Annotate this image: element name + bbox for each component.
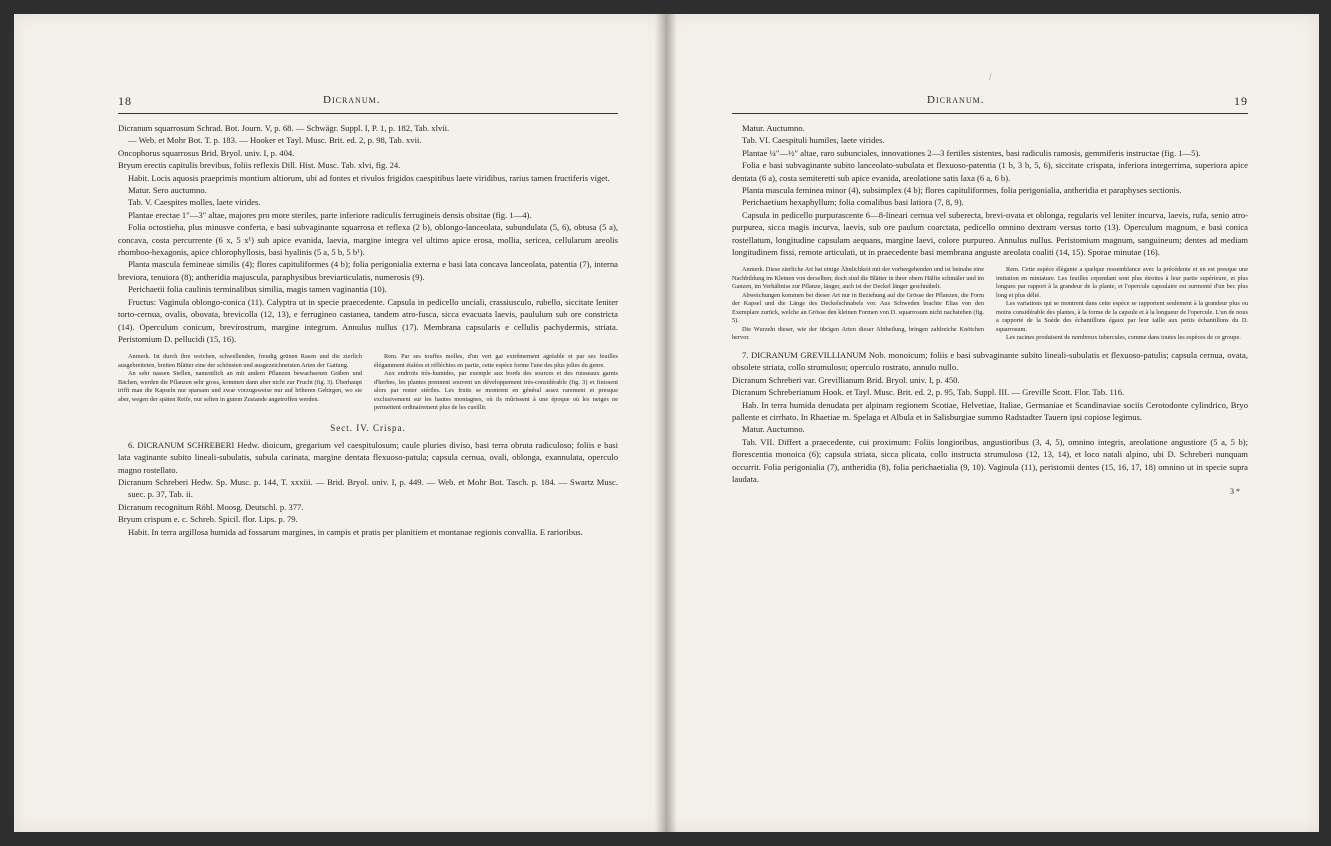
synonym-line: Oncophorus squarrosus Brid. Bryol. univ. I, p. 404. xyxy=(118,147,295,158)
body-paragraph: Folia e basi subvaginante subito lanceolato-subulata et flexuoso-patentia (1 b, 3 b, 5, 6), siccitate crispata, inferiora integerrima, superiora apice dentata (6 a), costa semiteretti sub apice evanida, areolatione satis laxa (6 a, 6 b). xyxy=(732,160,1248,183)
body-paragraph: Tab. V. Caespites molles, laete virides. xyxy=(128,197,261,208)
right-page-number: 19 xyxy=(1234,94,1248,108)
left-page-number: 18 xyxy=(118,94,132,108)
right-notes xyxy=(732,266,1248,343)
synonym-line: Dicranum Schreberi var. Grevillianum Brid. Bryol. univ. I, p. 450. xyxy=(732,374,960,385)
note-paragraph: Anmerk. Ist durch ihre weichen, schwellenden, freudig grünen Rasen und die zierlich ausgebreiteten, breiten Blätter eine der schönsten und ausgezeichnetsten Arten der Gattung. xyxy=(118,353,362,369)
right-running-head xyxy=(732,94,1248,108)
notes-german-column xyxy=(732,266,984,343)
body-paragraph: Matur. Auctumno. xyxy=(742,123,805,133)
note-paragraph: Abweichungen kommen bei dieser Art nur in Beziehung auf die Grösse der Pflanzen, die Form der Kapsel und die Länge des Deckelschnabels vor. Aus Schweden brachte Elias von den Exemplare zurück, welche an Grösse den kleinen Formen von D. squarrosum nicht nachstehen (fig. 5). xyxy=(732,291,984,325)
body-paragraph: Matur. Auctumno. xyxy=(742,424,805,435)
body-paragraph: Plantae erectae 1″—3″ altae, majores pro more steriles, parte inferiore radiculis ferrugineis densis obsitae (fig. 1—4). xyxy=(128,209,532,220)
body-paragraph: Habit. Locis aquosis praeprimis montium altiorum, ubi ad fontes et rivulos frigidos caespitibus laete viridibus, rarius tamen fructiferis viget. xyxy=(128,172,610,183)
signature-mark: 3 * xyxy=(1230,487,1240,497)
body-paragraph: Hab. In terra humida denudata per alpinam regionem Scotiae, Helvetiae, Italiae, Germaniae et Scandinaviae sociis Cerotodonte cylindrico, Bryo pallente et cirrhato. In Rhaetiae m. Spelaga et Albula et in Salisburgiae summo Radstadter Tauern ipsi copiose legimus. xyxy=(732,399,1248,422)
note-paragraph: Les racines produisent de nombreux tubercules, comme dans toutes les espèces de ce groupe. xyxy=(1006,334,1241,342)
note-paragraph: An sehr nassen Stellen, namentlich an mit andern Pflanzen bewachsenen Gräben und Bächen, werden die Pflanzen sehr gross, kommen dann aber nicht zur Frucht (fig. 3). Überhaupt trifft man die Kapseln nur sparsam und zwar vorzugsweise nur auf höheren Gebirgen, wo sie aber, wegen der späten Reife, nur selten in gutem Zustande angetroffen werden. xyxy=(118,370,362,403)
body-paragraph: Matur. Sero auctumno. xyxy=(128,185,207,196)
synonym-line: Bryum crispum e. c. Schreb. Spicil. flor. Lips. p. 79. xyxy=(118,514,298,525)
note-paragraph: Aux endroits très-humides, par exemple aux bords des sources et des ruisseaux garnis d'herbes, les plantes prennent souvent un développement très-considérable (fig. 3) et finissent alors par rester stériles. Les fruits se montrent en général assez rarement et presque exclusivement sur les hautes montagnes, où ils mûrissent à une époque où les neiges ne permettent ordinairement plus de les cueillir. xyxy=(374,370,618,412)
note-paragraph: Rem. Cette espèce élégante a quelque ressemblance avec la précédente et en est presque une imitation en miniature. Les feuilles cependant sont plus étroites à leur partie supérieure, et plus longues par rapport à la grandeur de la plante, et l'opercule capsulaire est surmonté d'un bec plus long et plus délié. xyxy=(996,266,1248,299)
left-page-content xyxy=(118,94,618,538)
note-paragraph: Les variations qui se montrent dans cette espèce se rapportent seulement à la grandeur plus ou moins considérable des plantes, à la forme de la capsule et à la longueur de l'opercule. L'un de nous a rapporté de la Suède des échantillons égaux par leur taille aux petits échantillons du D. squarrosum. xyxy=(996,300,1248,333)
body-paragraph: Tab. VI. Caespituli humiles, laete virides. xyxy=(742,135,885,146)
body-paragraph: Planta mascula femineae similis (4); flores capituliformes (4 b); folia perigonialia externa e basi lata concava lanceolata, patentia (7), interna breviora, tenuiora (8); antheridia majuscula, paraphysibus breviarticulatis, numerosis (9). xyxy=(118,259,618,282)
notes-german-column xyxy=(118,353,362,413)
notes-french-column xyxy=(374,353,618,413)
right-running-title: Dicranum. xyxy=(927,94,985,106)
body-paragraph: Folia octostieha, plus minusve conferta, e basi subvaginante squarrosa et reflexa (2 b), oblongo-lanceolata, subundulata (5, 6), obtusa (5 a), concava, costa percurrente (6 x, 5 x¹) sub apice evanida, laevia, margine integra vel ultimo apice erosa, mollia, sericea, cellularum areolis rhomboo-hexagonis, apice chlorophyllosis, basi hyalinis (5 a, 5 b, 5 b¹). xyxy=(118,222,618,258)
species-heading: 7. DICRANUM GREVILLIANUM Nob. monoicum; foliis e basi subvaginante subito lineali-subulatis et flexuoso-patulis; capsula cernua, ovata, obsolete striata, collo strumuloso; operculo rostrato, annulo nullo. xyxy=(732,349,1248,373)
body-paragraph: Plantae ¼″—½″ altae, raro subunciales, innovationes 2—3 fertiles sistentes, basi radiculis ramosis, gemmiferis instructae (fig. 1—5). xyxy=(742,147,1201,158)
body-paragraph: Fructus: Vaginula oblongo-conica (11). Calyptra ut in specie praecedente. Capsula in pedicello unciali, crassiusculo, rubello, siccitate leniter torto-cernua, ovalis, obovata, brevicolla (12, 13), e ferrugineo castanea, tandem atro-fusca, sicca evacuata laevis, paululum sub ore constricta (14). Operculum conicum, brevirostrum, margine integrum. Annulus nullus (17). Membrana capsularis e cellulis pachydermis, striata. Peristomium D. pellucidi (15, 16). xyxy=(118,296,618,344)
left-head-rule xyxy=(118,113,618,114)
body-paragraph: Perichaetii folia caulinis terminalibus similia, magis tamen vaginantia (10). xyxy=(128,284,387,295)
synonym-line: — Web. et Mohr Bot. T. p. 183. — Hooker et Tayl. Musc. Brit. ed. 2, p. 98, Tab. xvii. xyxy=(128,135,422,146)
body-paragraph: Habit. In terra argillosa humida ad fossarum margines, in campis et pratis per planitiem et montanae regionis convallia. E rarioribus. xyxy=(128,526,583,537)
right-head-rule xyxy=(732,113,1248,114)
note-paragraph: Die Wurzeln dieser, wie der übrigen Arten dieser Abtheilung, bringen zahlreiche Knötchen hervor. xyxy=(732,325,984,342)
pencil-mark: / xyxy=(989,72,992,82)
left-running-title: Dicranum. xyxy=(323,94,381,106)
body-paragraph: Tab. VII. Differt a praecedente, cui proximum: Foliis longioribus, angustioribus (3, 4, 5), omnino integris, areolatione angustiore (5 a, 5 b); florescentia monoica (6); capsula striata, sicca plicata, collo instructa strumuloso (12, 13, 14), et loco natali alpino, ubi D. Schreberi nunquam occurrit. Folia perigonialia (7), antheridia (8), folia perichaetialia (9, 10). Vaginula (11), peristomii dentes (15, 16, 17, 18) omnino ut in specie supra laudata. xyxy=(732,436,1248,485)
body-paragraph: Capsula in pedicello purpurascente 6—8-lineari cernua vel suberecta, brevi-ovata et oblonga, regularis vel leniter incurva, laevis, rufa, senio atro-purpurea, sicca magis incurva, laevis, sub ore paulum coarctata, pedicello omnino dextram versus torto (13). Operculum magnum, e basi conica rostellatum, longitudine capsulam aequans, margine laevi, colore purpureo. Annulus nullus. Peristomium magnum, sanguineum; dentes ad mediam longitudinem fissi, remote articulati, ut in praecedente basi membrana anguste areolata coaliti (14, 15). Sporae minutae (16). xyxy=(732,209,1248,258)
note-paragraph: Rem. Par ses touffes molles, d'un vert gai extrêmement agréable et par ses feuilles élégamment étalées et réfléchies en partie, cette espèce forme l'une des plus jolies du genre. xyxy=(374,353,618,369)
left-running-head xyxy=(118,94,618,108)
book-spine xyxy=(655,14,677,832)
section-heading: Sect. IV. Crispa. xyxy=(330,422,406,433)
species-heading: 6. DICRANUM SCHREBERI Hedw. dioicum, gregarium vel caespitulosum; caule pluries diviso, basi terra obruta radiculoso; foliis e basi lata vaginante subito lineali-subulatis, subula carinata, margine dentata flexuoso-patula; capsula cernua, ovali, oblonga, exannulata, operculo magno rostellato. xyxy=(118,439,618,475)
synonym-line: Dicranum Schreberi Hedw. Sp. Musc. p. 144, T. xxxiii. — Brid. Bryol. univ. I, p. 449. — Web. et Mohr Bot. Tasch. p. 184. — Swartz Musc. suec. p. 37, Tab. ii. xyxy=(118,477,618,500)
synonym-line: Dicranum squarrosum Schrad. Bot. Journ. V, p. 68. — Schwägr. Suppl. I, P. 1, p. 182, Tab. xlvii. xyxy=(118,123,450,133)
body-paragraph: Perichaetium hexaphyllum; folia comalibus basi latiora (7, 8, 9). xyxy=(742,197,964,208)
note-paragraph: Anmerk. Diese zierliche Art hat einige Ähnlichkeit mit der vorhergehenden und ist beinahe eine Nachbildung im Kleinen von derselben; doch sind die Blätter in ihrer obern Hälfte schmäler und im Ganzen, im Verhältniss zur Pflanze, länger, auch ist der Deckel länger geschnäbelt. xyxy=(732,266,984,291)
right-page-content xyxy=(732,94,1248,496)
body-paragraph: Planta mascula femineа minor (4), subsimplex (4 b); flores capituliformes, folia perigonialia, antheridia et paraphyses sectionis. xyxy=(742,185,1182,196)
left-notes xyxy=(118,353,618,413)
synonym-line: Dicranum recognitum Röhl. Moosg. Deutschl. p. 377. xyxy=(118,501,304,512)
synonym-line: Bryum erectis capitulis brevibus, foliis reflexis Dill. Hist. Musc. Tab. xlvi, fig. 24. xyxy=(118,160,401,171)
notes-french-column xyxy=(996,266,1248,343)
synonym-line: Dicranum Schreberianum Hook. et Tayl. Musc. Brit. ed. 2, p. 95, Tab. Suppl. III. — Greville Scott. Flor. Tab. 116. xyxy=(732,387,1125,398)
